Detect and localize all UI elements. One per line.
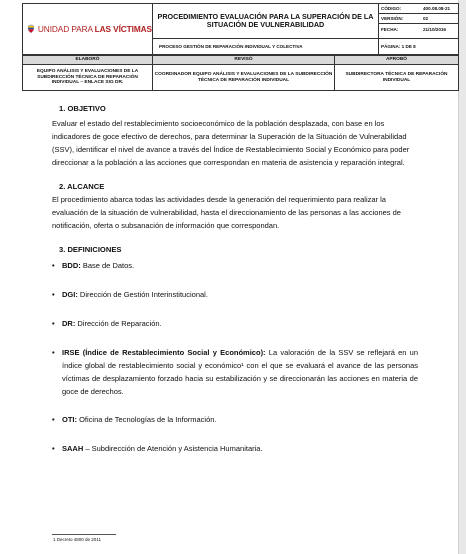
- definition-item: • DR: Dirección de Reparación.: [52, 318, 418, 331]
- code-value: 400.08.08-21: [423, 6, 451, 11]
- page-number: PÁGINA: 1 DE 8: [381, 44, 416, 49]
- definition-item: • DGI: Dirección de Gestión Interinstitucional.: [52, 289, 418, 302]
- date-value: 21/10/2016: [423, 27, 446, 32]
- process-name: PROCESO GESTIÓN DE REPARACIÓN INDIVIDUAL Y COLECTIVA: [153, 39, 379, 55]
- section-alcance-text: El procedimiento abarca todas las actividades desde la generación del requerimiento para realizar la evaluación de la situación de vulnerabilidad, hasta el direccionamiento de las personas a las acciones de notificación, oferta o subsanación de información que correspondan.: [52, 195, 401, 231]
- section-objetivo-title: 1. OBJETIVO: [59, 104, 106, 113]
- version-value: 02: [423, 16, 429, 21]
- elaboro-header: ELABORÓ: [23, 56, 153, 65]
- section-definiciones-title: 3. DEFINICIONES: [59, 245, 122, 255]
- aprobo-header: APROBÓ: [335, 56, 459, 65]
- reviso-value: COORDINADOR EQUIPO ANÁLISIS Y EVALUACIONES DE LA SUBDIRECCIÓN TÉCNICA DE REPARACIÓN INDIVIDUAL: [153, 65, 335, 91]
- logo-cell: [23, 4, 153, 55]
- unidad-victimas-logo: [23, 18, 152, 40]
- document-title: PROCEDIMIENTO EVALUACIÓN PARA LA SUPERACIÓN DE LA SITUACIÓN DE VULNERABILIDAD: [153, 4, 379, 39]
- footnote: 1 Decreto 4800 de 2011: [53, 537, 101, 542]
- section-alcance-title: 2. ALCANCE: [59, 181, 105, 191]
- colombia-shield-icon: [27, 18, 35, 40]
- meta-block: CÓDIGO: 400.08.08-21 VERSIÓN: 02 FECHA: 21/10/2016: [379, 4, 459, 39]
- logo-wordmark: UNIDAD PARA LAS VÍCTIMAS: [37, 24, 152, 34]
- reviso-header: REVISÓ: [153, 56, 335, 65]
- footnote-separator: [52, 534, 116, 535]
- aprobo-value: SUBDIRECTORA TÉCNICA DE REPARACIÓN INDIVIDUAL: [335, 65, 459, 91]
- definition-item: • BDD: Base de Datos.: [52, 260, 418, 273]
- elaboro-value: EQUIPO ANÁLISIS Y EVALUACIONES DE LA SUBDIRECCIÓN TÉCNICA DE REPARACIÓN INDIVIDUAL – ENLACE SIG DR.: [23, 65, 153, 91]
- definition-item: • IRSE (Índice de Restablecimiento Social y Económico): La valoración de la SSV se reflejará en un índice global de restablecimiento social y económico¹ con el que se evaluará el avance de las personas víctimas de desplazamiento forzado hacia su estabilización y se direccionarán las acciones en materia de goce de derechos.: [52, 347, 418, 399]
- approval-table: [22, 55, 459, 91]
- section-objetivo-text: Evaluar el estado del restablecimiento socioeconómico de la población desplazada, con base en los indicadores de goce efectivo de derechos, para determinar la Superación de la Situación de Vulnerabilidad (SSV), identificar el nivel de avance a través del Índice de Restablecimiento Social y Económico para poder direccionar a la población a las acciones que correspondan en materia de asistencia y reparación integral.: [52, 118, 410, 167]
- document-body: [52, 103, 418, 456]
- definition-item: • SAAH – Subdirección de Atención y Asistencia Humanitaria.: [52, 443, 418, 456]
- definition-item: • OTI: Oficina de Tecnologías de la Información.: [52, 414, 418, 427]
- document-header-table: [22, 3, 459, 55]
